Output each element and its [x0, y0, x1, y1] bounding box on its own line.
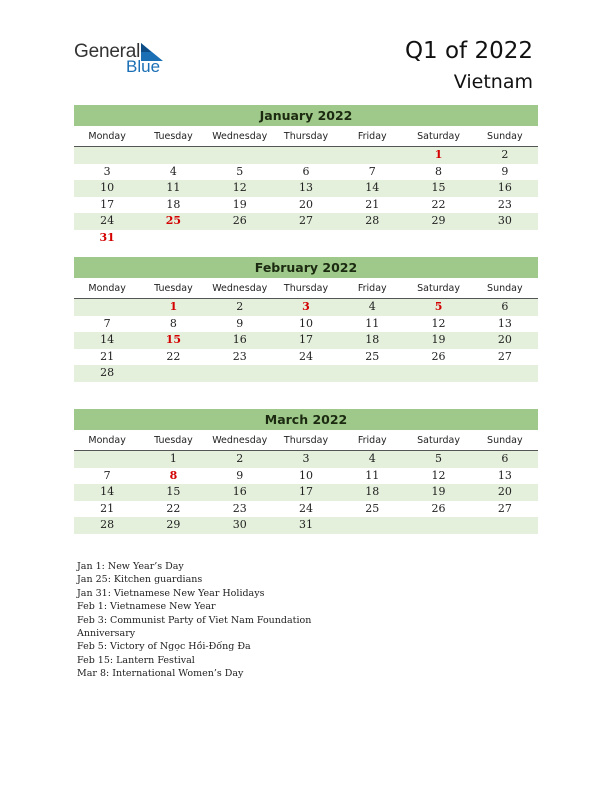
day-cell: 12: [232, 181, 247, 194]
day-cell: 6: [501, 300, 509, 313]
month-calendar: [74, 409, 538, 534]
day-cell: 24: [100, 214, 115, 227]
day-cell: [273, 230, 339, 247]
week-row: [74, 316, 538, 333]
month-calendar: [74, 105, 538, 246]
day-cell: 13: [298, 181, 313, 194]
day-cell: [472, 230, 538, 247]
day-cell: 26: [232, 214, 247, 227]
holiday-day-cell: 15: [165, 333, 182, 346]
day-cell: 14: [100, 333, 115, 346]
day-cell: [140, 147, 206, 164]
holiday-note: Feb 15: Lantern Festival: [77, 654, 195, 666]
holiday-day-cell: 5: [434, 300, 443, 313]
weekday-label: Sunday: [487, 131, 523, 142]
weekday-label: Thursday: [283, 131, 329, 142]
holiday-note: Jan 31: Vietnamese New Year Holidays: [77, 587, 265, 599]
day-cell: [140, 230, 206, 247]
day-cell: 16: [497, 181, 512, 194]
day-cell: [207, 365, 273, 382]
day-cell: [339, 517, 405, 534]
day-cell: 4: [169, 164, 177, 178]
day-cell: 18: [365, 485, 380, 498]
holiday-note: Feb 1: Vietnamese New Year: [77, 601, 216, 613]
day-cell: 25: [365, 349, 380, 363]
day-cell: [273, 147, 339, 164]
day-cell: 12: [431, 468, 446, 482]
weekday-label: Monday: [88, 435, 126, 446]
weekday-label: Tuesday: [154, 435, 193, 446]
day-cell: 20: [497, 485, 512, 498]
week-row: [74, 213, 538, 230]
day-cell: 9: [236, 316, 244, 330]
day-cell: [74, 451, 140, 468]
week-row: [74, 332, 538, 349]
day-cell: 12: [431, 316, 446, 330]
month-calendar: [74, 257, 538, 382]
day-cell: 7: [103, 468, 111, 482]
day-cell: 10: [100, 181, 115, 194]
holiday-day-cell: 25: [165, 214, 182, 227]
weekday-label: Saturday: [417, 131, 460, 142]
day-cell: 13: [497, 316, 512, 330]
week-row: [74, 230, 538, 247]
country-name: Vietnam: [453, 71, 533, 93]
day-cell: 1: [169, 452, 177, 465]
weekday-label: Friday: [357, 283, 387, 294]
holiday-note: Jan 25: Kitchen guardians: [77, 574, 203, 586]
weekday-label: Saturday: [417, 435, 460, 446]
logo-text-blue: Blue: [126, 57, 161, 76]
week-row: [74, 468, 538, 485]
generalblue-logo: [74, 41, 174, 81]
day-cell: [74, 299, 140, 316]
day-cell: 3: [103, 164, 111, 178]
week-row: [74, 517, 538, 534]
weekday-label: Wednesday: [212, 131, 268, 142]
day-cell: [207, 230, 273, 247]
day-cell: 26: [431, 501, 446, 515]
week-row: [74, 451, 538, 468]
day-cell: 4: [368, 300, 376, 313]
week-row: [74, 349, 538, 366]
day-cell: 20: [497, 333, 512, 346]
day-cell: 15: [166, 485, 181, 498]
holiday-day-cell: 1: [434, 148, 443, 161]
weekday-header-row: [74, 128, 538, 147]
day-cell: 30: [232, 518, 247, 531]
day-cell: 31: [298, 518, 313, 531]
day-cell: 14: [100, 485, 115, 498]
day-cell: 19: [232, 197, 247, 211]
day-cell: [140, 365, 206, 382]
day-cell: 10: [298, 316, 313, 330]
day-cell: 5: [435, 452, 443, 465]
day-cell: 17: [298, 485, 313, 498]
weekday-label: Wednesday: [212, 283, 268, 294]
month-header: March 2022: [74, 409, 538, 430]
day-cell: 3: [302, 452, 310, 465]
day-cell: 27: [298, 214, 313, 227]
day-cell: [74, 147, 140, 164]
day-cell: 11: [166, 181, 181, 194]
weekday-label: Sunday: [487, 435, 523, 446]
holiday-note: Feb 5: Victory of Ngọc Hồi-Đống Đa: [77, 641, 251, 653]
weekday-label: Thursday: [283, 283, 329, 294]
day-cell: 22: [166, 501, 181, 515]
day-cell: 6: [302, 164, 310, 178]
day-cell: 15: [431, 181, 446, 194]
day-cell: 7: [368, 164, 376, 178]
day-cell: 10: [298, 468, 313, 482]
day-cell: 24: [298, 349, 313, 363]
week-row: [74, 197, 538, 214]
day-cell: 22: [166, 349, 181, 363]
day-cell: 13: [497, 468, 512, 482]
weekday-label: Tuesday: [154, 131, 193, 142]
day-cell: 23: [497, 197, 512, 211]
day-cell: [207, 147, 273, 164]
holiday-day-cell: 31: [99, 230, 115, 244]
weekday-header-row: [74, 280, 538, 299]
weekday-label: Friday: [357, 131, 387, 142]
day-cell: 23: [232, 501, 247, 515]
day-cell: 29: [166, 518, 181, 531]
month-header: February 2022: [74, 257, 538, 278]
holiday-note: Mar 8: International Women’s Day: [77, 668, 244, 680]
day-cell: 17: [100, 197, 115, 211]
day-cell: [472, 365, 538, 382]
day-cell: 4: [368, 452, 376, 465]
weekday-label: Wednesday: [212, 435, 268, 446]
day-cell: 9: [236, 468, 244, 482]
holiday-day-cell: 8: [169, 468, 178, 482]
day-cell: 18: [166, 197, 181, 211]
logo-text-general: General: [74, 41, 141, 62]
week-row: [74, 164, 538, 181]
day-cell: 22: [431, 197, 446, 211]
day-cell: 11: [365, 468, 380, 482]
day-cell: 19: [431, 333, 446, 346]
day-cell: 8: [435, 164, 443, 178]
weekday-label: Friday: [357, 435, 387, 446]
weekday-label: Sunday: [487, 283, 523, 294]
day-cell: [339, 230, 405, 247]
holiday-note: Anniversary: [77, 628, 136, 640]
day-cell: 23: [232, 349, 247, 363]
week-row: [74, 147, 538, 164]
day-cell: 14: [365, 181, 380, 194]
week-row: [74, 484, 538, 501]
weekday-label: Tuesday: [154, 283, 193, 294]
day-cell: 7: [103, 316, 111, 330]
day-cell: 18: [365, 333, 380, 346]
day-cell: 2: [236, 452, 244, 465]
day-cell: 11: [365, 316, 380, 330]
week-row: [74, 180, 538, 197]
day-cell: 28: [100, 366, 115, 379]
day-cell: 29: [431, 214, 446, 227]
day-cell: [273, 365, 339, 382]
day-cell: 21: [365, 197, 380, 211]
day-cell: 19: [431, 485, 446, 498]
day-cell: [405, 517, 471, 534]
day-cell: 24: [298, 501, 313, 515]
day-cell: 6: [501, 452, 509, 465]
day-cell: 8: [169, 316, 177, 330]
holiday-note: Jan 1: New Year’s Day: [77, 561, 184, 572]
holiday-day-cell: 3: [302, 300, 310, 313]
day-cell: [339, 365, 405, 382]
day-cell: 20: [298, 197, 313, 211]
day-cell: 16: [232, 333, 247, 346]
day-cell: 21: [100, 501, 115, 515]
day-cell: 25: [365, 501, 380, 515]
day-cell: 26: [431, 349, 446, 363]
day-cell: [405, 365, 471, 382]
day-cell: 5: [236, 164, 244, 178]
day-cell: 28: [100, 518, 115, 531]
weekday-label: Monday: [88, 283, 126, 294]
day-cell: 27: [497, 349, 512, 363]
week-row: [74, 365, 538, 382]
day-cell: [472, 517, 538, 534]
month-header: January 2022: [74, 105, 538, 126]
day-cell: 2: [501, 148, 509, 161]
weekday-label: Thursday: [283, 435, 329, 446]
holiday-note: Feb 3: Communist Party of Viet Nam Foundation: [77, 614, 312, 626]
day-cell: 17: [298, 333, 313, 346]
day-cell: 9: [501, 164, 509, 178]
page-title: Q1 of 2022: [404, 38, 533, 64]
holiday-day-cell: 1: [169, 300, 178, 313]
weekday-header-row: [74, 432, 538, 451]
week-row: [74, 299, 538, 316]
day-cell: 16: [232, 485, 247, 498]
day-cell: [339, 147, 405, 164]
day-cell: 27: [497, 501, 512, 515]
day-cell: 30: [497, 214, 512, 227]
day-cell: 21: [100, 349, 115, 363]
week-row: [74, 501, 538, 518]
weekday-label: Saturday: [417, 283, 460, 294]
day-cell: 2: [236, 300, 244, 313]
holiday-notes: [77, 560, 377, 681]
weekday-label: Monday: [88, 131, 126, 142]
day-cell: [405, 230, 471, 247]
day-cell: 28: [365, 214, 380, 227]
